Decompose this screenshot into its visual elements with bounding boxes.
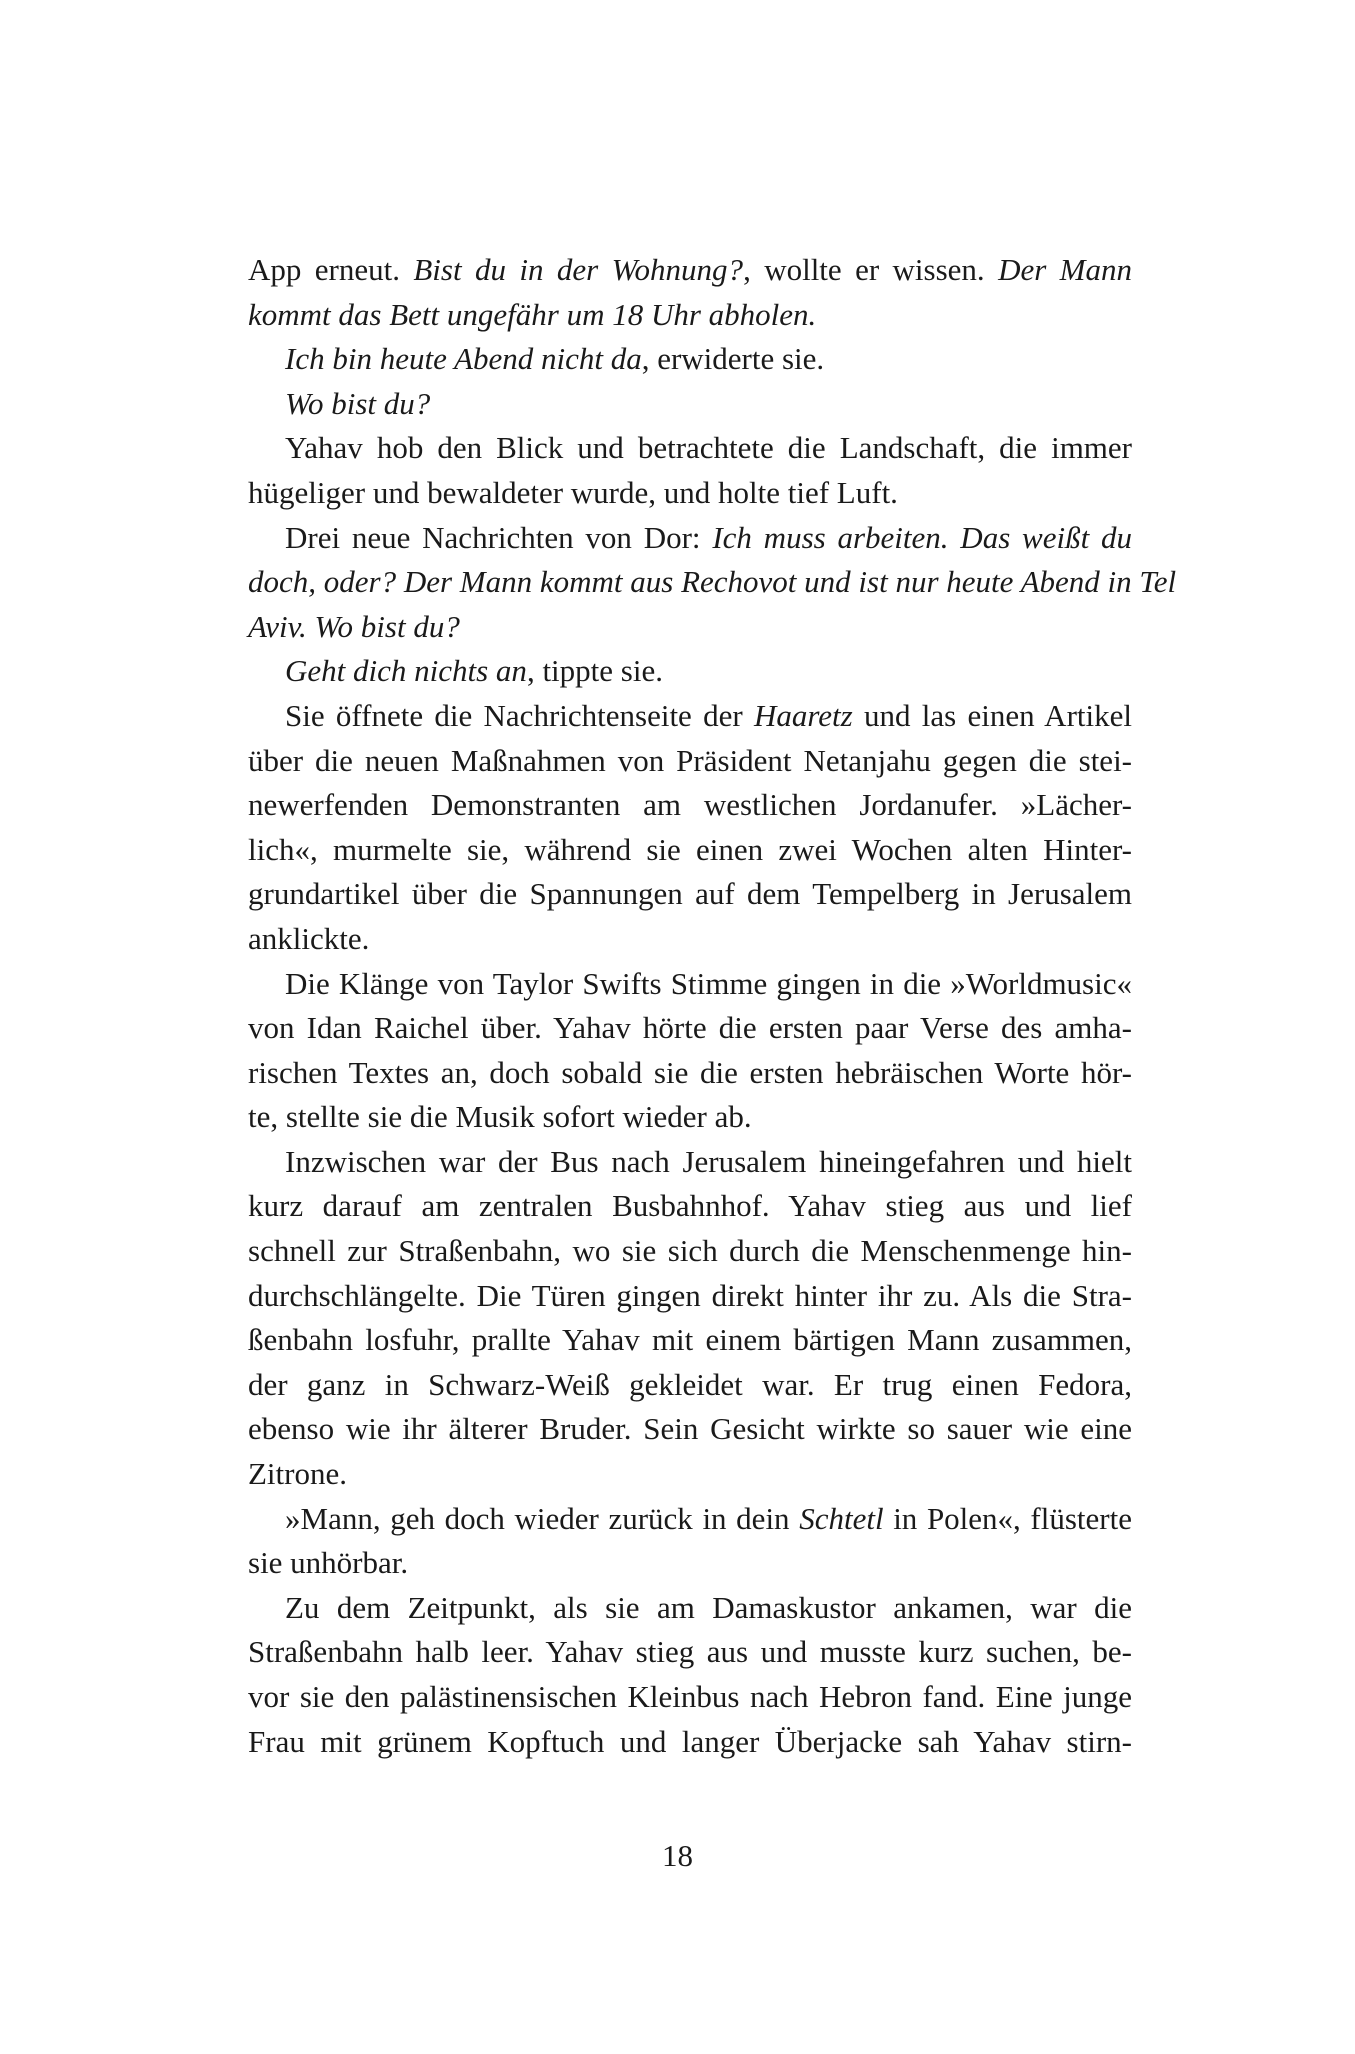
text-span: Straßenbahn halb leer. Yahav stieg aus und musste kurz suchen, be-: [248, 1634, 1132, 1670]
italic-text: Wo bist du?: [285, 385, 431, 421]
text-line: [248, 248, 1132, 293]
italic-text: Aviv. Wo bist du?: [248, 608, 460, 644]
text-span: App erneut.: [248, 252, 414, 287]
italic-text: Ich bin heute Abend nicht da: [285, 341, 642, 377]
text-line: [248, 962, 1132, 1007]
text-span: schnell zur Straßenbahn, wo sie sich durch die Menschenmenge hin-: [248, 1233, 1132, 1269]
text-line: [248, 783, 1132, 828]
text-line: [248, 1184, 1132, 1229]
text-line: [248, 516, 1132, 561]
text-line: [248, 1051, 1132, 1096]
text-line: [248, 1541, 1132, 1586]
italic-text: Schtetl: [799, 1500, 884, 1536]
text-span: Die Klänge von Taylor Swifts Stimme gingen in die »Worldmusic«: [285, 965, 1132, 1001]
text-line: [248, 1363, 1132, 1408]
text-span: , erwiderte sie.: [641, 341, 825, 377]
text-span: Frau mit grünem Kopftuch und langer Überjacke sah Yahav stirn-: [248, 1723, 1132, 1759]
text-span: , tippte sie.: [526, 653, 663, 689]
text-line: [248, 560, 1177, 605]
text-line: [248, 471, 1132, 516]
italic-text: Der Mann: [998, 252, 1132, 287]
text-span: und las einen Artikel: [852, 697, 1132, 733]
text-span: Inzwischen war der Bus nach Jerusalem hineingefahren und hielt: [285, 1143, 1132, 1179]
text-span: grundartikel über die Spannungen auf dem Tempelberg in Jerusalem: [248, 876, 1132, 912]
text-line: [248, 1274, 1132, 1319]
text-line: [248, 426, 1132, 471]
text-span: über die neuen Maßnahmen von Präsident Netanjahu gegen die stei-: [248, 742, 1132, 778]
italic-text: Bist du in der Wohnung?: [413, 252, 744, 287]
italic-text: Ich muss arbeiten. Das weißt du: [712, 519, 1132, 555]
text-span: , wollte er wissen.: [743, 252, 999, 287]
text-span: ebenso wie ihr älterer Bruder. Sein Gesicht wirkte so sauer wie eine: [248, 1411, 1132, 1447]
text-line: [248, 605, 1132, 650]
text-span: lich«, murmelte sie, während sie einen zwei Wochen alten Hinter-: [248, 831, 1132, 867]
text-line: [248, 828, 1132, 873]
text-span: Yahav hob den Blick und betrachtete die Landschaft, die immer: [285, 430, 1132, 466]
text-span: hügeliger und bewaldeter wurde, und holte tief Luft.: [248, 474, 898, 510]
text-line: [248, 1586, 1132, 1631]
italic-text: doch, oder? Der Mann kommt aus Rechovot und ist nur heute Abend in Tel: [248, 564, 1177, 600]
text-span: te, stellte sie die Musik sofort wieder ab.: [248, 1099, 752, 1135]
text-line: [248, 1675, 1132, 1720]
text-line: [248, 337, 1132, 382]
text-span: von Idan Raichel über. Yahav hörte die ersten paar Verse des amha-: [248, 1010, 1132, 1046]
text-line: [248, 1452, 1132, 1497]
text-line: [248, 382, 1132, 427]
text-span: anklickte.: [248, 920, 370, 956]
text-span: der ganz in Schwarz-Weiß gekleidet war. Er trug einen Fedora,: [248, 1366, 1132, 1402]
text-line: [248, 649, 1132, 694]
text-line: [248, 739, 1132, 784]
text-line: [248, 1095, 1132, 1140]
text-span: Drei neue Nachrichten von Dor:: [285, 519, 713, 555]
text-span: Zitrone.: [248, 1456, 347, 1492]
text-span: in Polen«, flüsterte: [883, 1500, 1133, 1536]
text-line: [248, 872, 1132, 917]
body-text: [248, 248, 1177, 1764]
text-line: [248, 1006, 1132, 1051]
text-span: Sie öffnete die Nachrichtenseite der: [285, 697, 754, 733]
text-line: [248, 1407, 1132, 1452]
text-line: [248, 1497, 1132, 1542]
text-span: ßenbahn losfuhr, prallte Yahav mit einem bärtigen Mann zusammen,: [248, 1322, 1132, 1358]
text-span: »Mann, geh doch wieder zurück in dein: [285, 1500, 800, 1536]
text-span: durchschlängelte. Die Türen gingen direkt hinter ihr zu. Als die Stra-: [248, 1277, 1132, 1313]
text-span: rischen Textes an, doch sobald sie die ersten hebräischen Worte hör-: [248, 1054, 1132, 1090]
text-span: kurz darauf am zentralen Busbahnhof. Yahav stieg aus und lief: [248, 1188, 1132, 1224]
italic-text: Geht dich nichts an: [285, 653, 527, 689]
text-span: vor sie den palästinensischen Kleinbus nach Hebron fand. Eine junge: [248, 1679, 1132, 1714]
page-number: 18: [662, 1838, 693, 1873]
text-span: newerfenden Demonstranten am westlichen Jordanufer. »Lächer-: [248, 787, 1132, 823]
text-line: [248, 293, 1132, 338]
italic-text: Haaretz: [753, 697, 853, 733]
text-line: [248, 694, 1132, 739]
text-line: [248, 1140, 1132, 1185]
text-line: [248, 1720, 1132, 1765]
text-line: [248, 917, 1132, 962]
text-line: [248, 1229, 1132, 1274]
text-span: Zu dem Zeitpunkt, als sie am Damaskustor ankamen, war die: [285, 1589, 1132, 1625]
text-line: [248, 1318, 1132, 1363]
italic-text: kommt das Bett ungefähr um 18 Uhr abholen.: [248, 296, 817, 332]
text-span: sie unhörbar.: [248, 1545, 409, 1581]
text-line: [248, 1630, 1132, 1675]
